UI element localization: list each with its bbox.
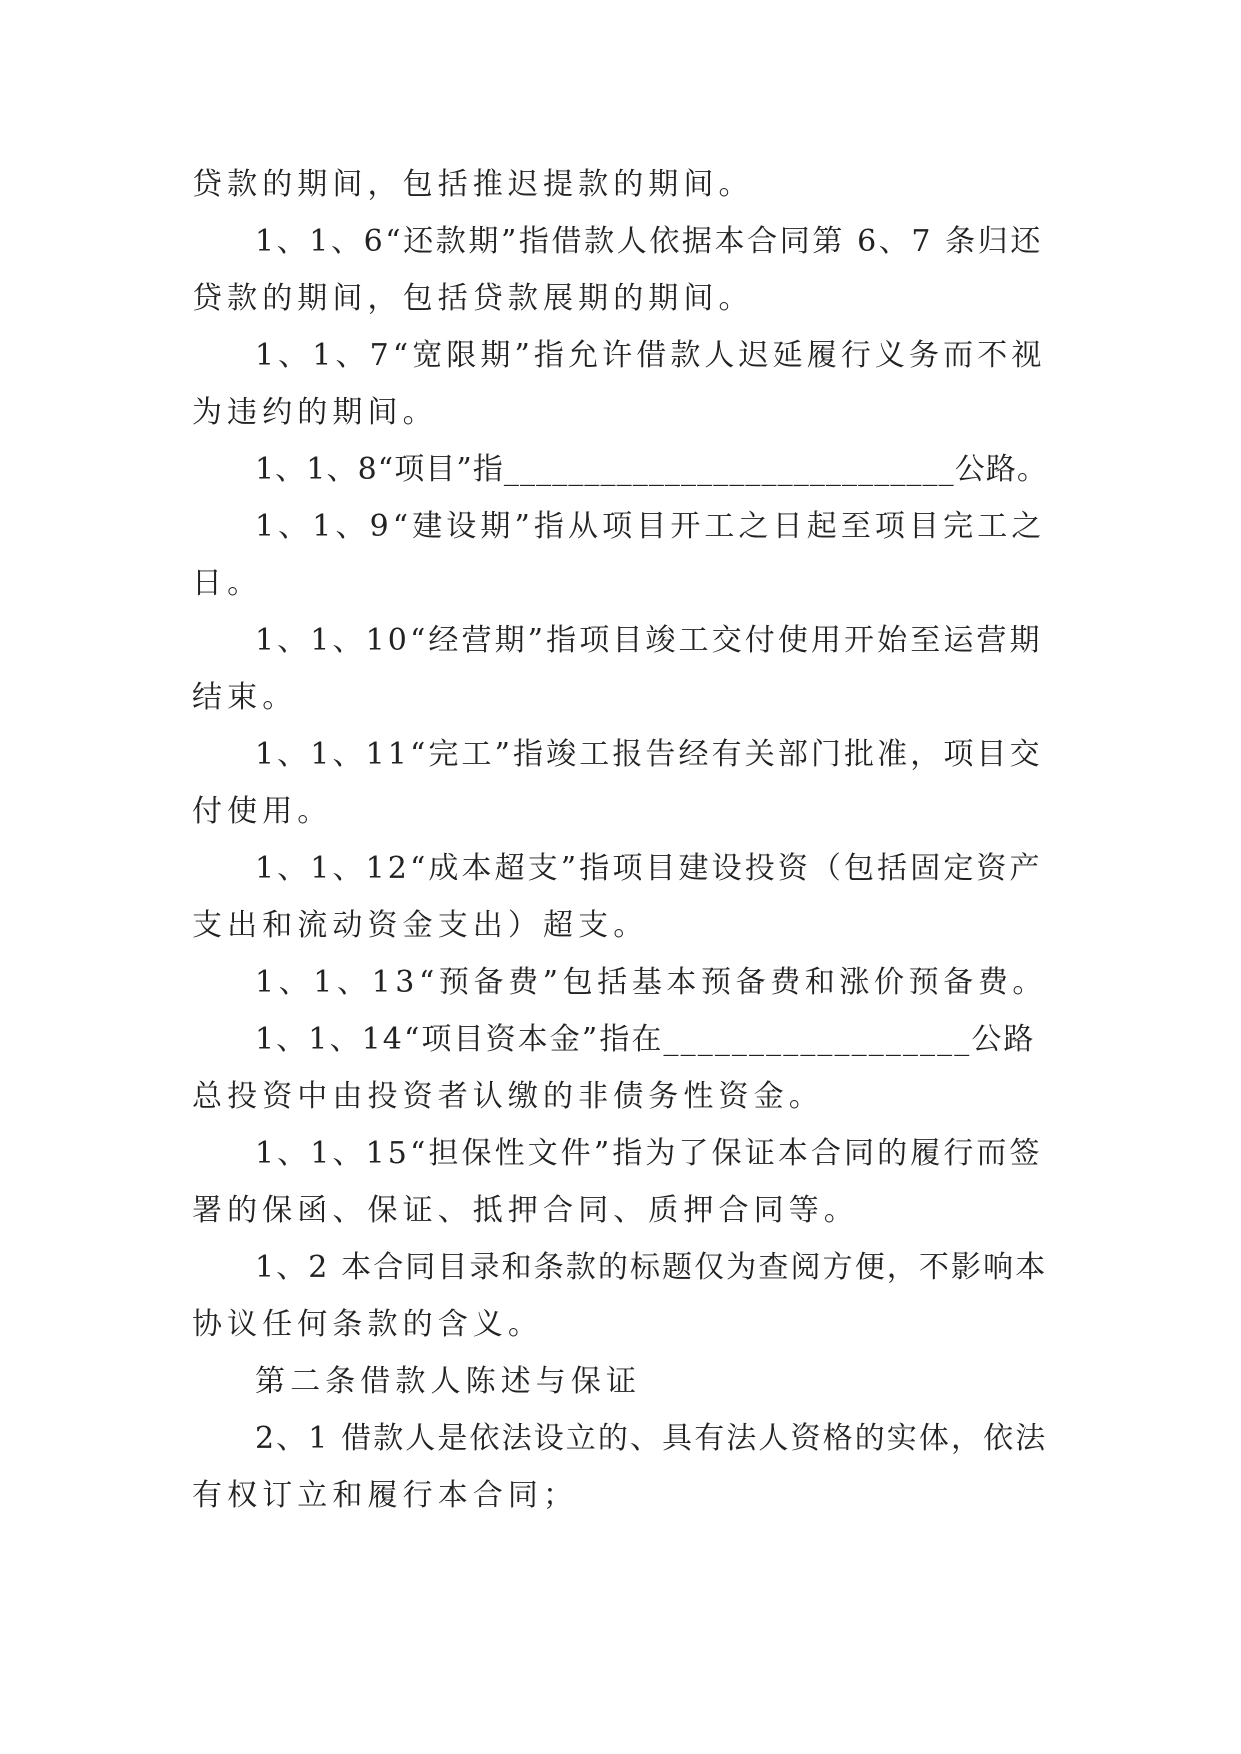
text-line: 支出和流动资金支出）超支。 bbox=[192, 908, 649, 943]
text-line: 为违约的期间。 bbox=[192, 395, 438, 430]
text-line: 总投资中由投资者认缴的非债务性资金。 bbox=[192, 1079, 824, 1114]
text-line: 有权订立和履行本合同； bbox=[192, 1478, 579, 1513]
text-line: 付使用。 bbox=[192, 794, 333, 829]
text-line: 1、1、7“宽限期”指允许借款人迟延履行义务而不视 bbox=[255, 338, 1046, 373]
text-line: 1、1、10“经营期”指项目竣工交付使用开始至运营期 bbox=[255, 623, 1043, 658]
text-line: 1、1、15“担保性文件”指为了保证本合同的履行而签 bbox=[255, 1136, 1043, 1171]
text-line: 贷款的期间，包括推迟提款的期间。 bbox=[192, 167, 754, 202]
text-line: 1、2 本合同目录和条款的标题仅为查阅方便，不影响本 bbox=[255, 1250, 1048, 1285]
text-line: 1、1、14“项目资本金”指在__________________公路 bbox=[255, 1022, 1036, 1057]
text-line: 1、1、6“还款期”指借款人依据本合同第 6、7 条归还 bbox=[255, 224, 1043, 259]
text-line: 贷款的期间，包括贷款展期的期间。 bbox=[192, 281, 754, 316]
text-line: 1、1、9“建设期”指从项目开工之日起至项目完工之 bbox=[255, 509, 1046, 544]
section-heading: 第二条借款人陈述与保证 bbox=[255, 1364, 642, 1399]
text-line: 1、1、8“项目”指____________________________公路。 bbox=[255, 452, 1049, 487]
text-line: 协议任何条款的含义。 bbox=[192, 1307, 543, 1342]
text-line: 结束。 bbox=[192, 680, 298, 715]
text-line: 1、1、11“完工”指竣工报告经有关部门批准，项目交 bbox=[255, 737, 1043, 772]
text-line: 日。 bbox=[192, 566, 263, 601]
text-line: 署的保函、保证、抵押合同、质押合同等。 bbox=[192, 1193, 859, 1228]
text-line: 2、1 借款人是依法设立的、具有法人资格的实体，依法 bbox=[255, 1421, 1048, 1456]
text-line: 1、1、12“成本超支”指项目建设投资（包括固定资产 bbox=[255, 851, 1043, 886]
text-line: 1、1、13“预备费”包括基本预备费和涨价预备费。 bbox=[255, 965, 1048, 1000]
